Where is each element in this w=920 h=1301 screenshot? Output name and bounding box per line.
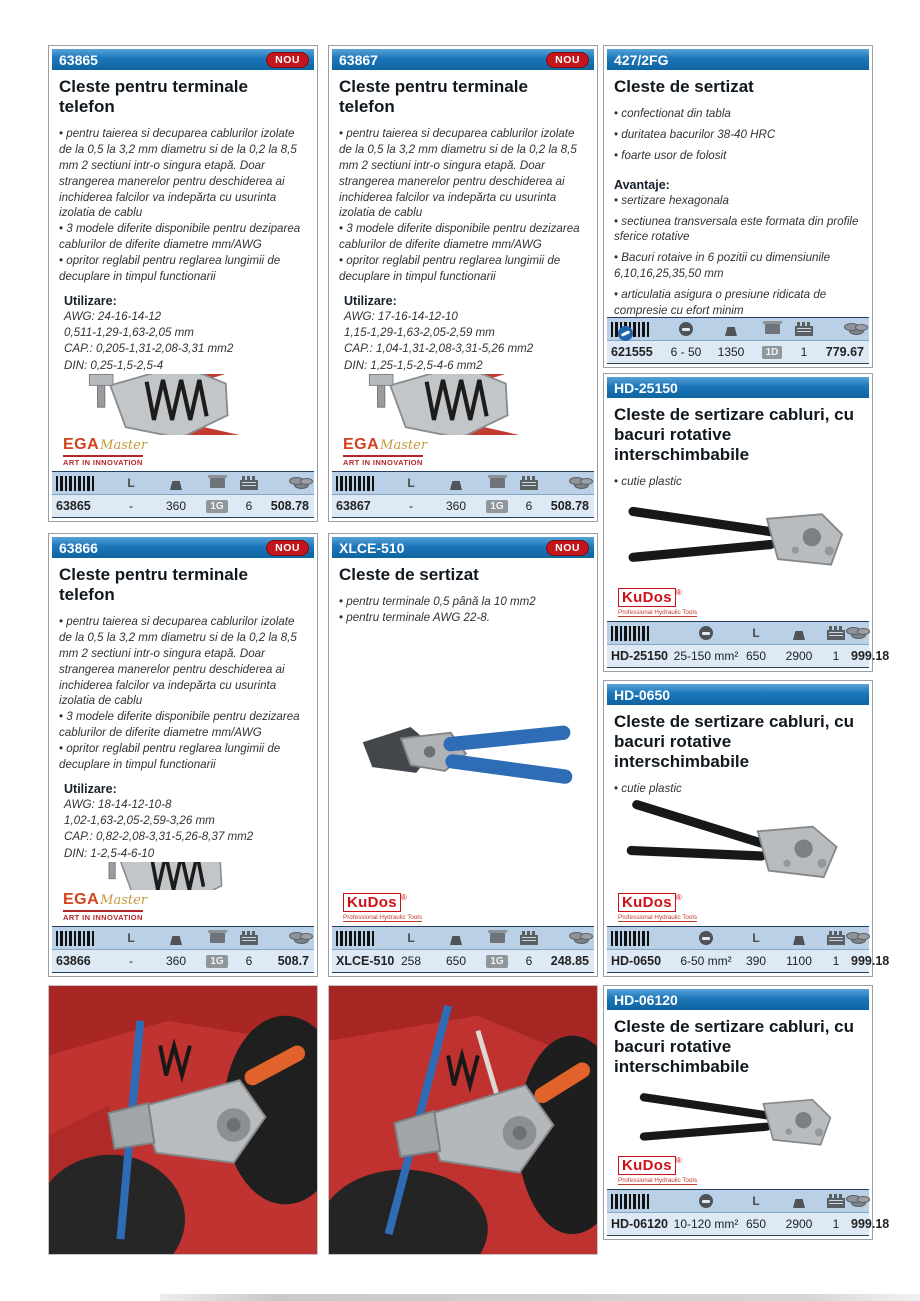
weight-icon	[170, 481, 182, 490]
spec-table-header	[52, 927, 314, 950]
nou-badge: NOU	[266, 540, 309, 556]
product-title: Cleste de sertizat	[339, 565, 479, 584]
feature-item: • confectionat din tabla	[614, 106, 862, 122]
kudos-tagline: Professional Hydraulic Tools	[618, 609, 697, 616]
card-body	[607, 70, 869, 317]
brand-logo-ega	[59, 435, 307, 471]
value-price: 248.85	[550, 954, 589, 968]
spec-line: CAP.: 1,04-1,31-2,08-3,31-5,26 mm2	[344, 342, 534, 356]
value-factory: 1	[832, 954, 840, 968]
card-body	[607, 1010, 869, 1189]
product-code: HD-25150	[614, 379, 678, 396]
spec-table-header	[607, 927, 869, 950]
utilizare-label: Utilizare:	[64, 293, 117, 308]
product-card-427-2fg	[603, 45, 873, 368]
spec-table-header	[332, 927, 594, 950]
nou-badge: NOU	[546, 52, 589, 68]
product-image	[614, 797, 862, 892]
utilizare-label: Utilizare:	[344, 293, 397, 308]
product-title: Cleste de sertizare cabluri, cu bacuri rotative interschimbabile	[614, 1017, 854, 1077]
card-body	[607, 398, 869, 621]
value-length: 650	[745, 649, 767, 663]
feature-item: • opritor reglabil pentru reglarea lungimii de decuplare in timpul functionarii	[59, 253, 307, 285]
value-length: -	[129, 954, 133, 968]
value-code: HD-25150	[611, 649, 668, 663]
price-icon	[574, 936, 589, 944]
weight-icon	[170, 936, 182, 945]
value-packaging: 1D	[762, 346, 783, 359]
value-weight: 360	[445, 499, 467, 513]
barcode-icon	[611, 1194, 651, 1209]
value-weight: 2900	[785, 1217, 813, 1231]
value-price: 999.18	[851, 1217, 890, 1231]
card-body	[607, 705, 869, 926]
product-photo-2	[328, 985, 598, 1255]
card-header	[607, 49, 869, 70]
feature-list	[614, 474, 862, 490]
value-factory: 6	[525, 499, 533, 513]
price-icon	[851, 936, 866, 944]
brand-logo-kudos	[339, 892, 587, 926]
crimping-tool-image	[343, 706, 583, 811]
feature-list	[59, 614, 307, 773]
feature-item: • pentru taierea si decuparea cablurilor izolate de la 0,5 la 3,2 mm diametru si de la 0,2 la 8,5 mm 2 sectiuni intr-o singura etapă. Doar strangerea manerelor pentru deschiderea ai inchiderea falcilor va indepărta cu usurinta izolatia de cablu	[339, 126, 587, 221]
advantage-item: • sectiunea transversala este formata din profile sferice rotative	[614, 214, 862, 246]
value-capacity: 10-120 mm²	[673, 1217, 739, 1231]
length-column-icon: L	[127, 476, 135, 490]
registered-mark: ®	[400, 893, 407, 902]
cable-crimper-image	[616, 490, 861, 587]
spec-table-header	[52, 472, 314, 495]
factory-icon	[240, 935, 258, 945]
card-header	[607, 377, 869, 398]
weight-icon	[793, 936, 805, 945]
wire-stripper-image	[59, 374, 307, 435]
capacity-icon	[699, 931, 713, 945]
spec-table	[52, 926, 314, 973]
value-packaging: 1G	[206, 955, 227, 968]
product-image	[339, 374, 587, 435]
ega-logo-script: Master	[100, 893, 148, 908]
card-body	[332, 558, 594, 926]
weight-icon	[793, 1199, 805, 1208]
product-code: 63866	[59, 539, 98, 556]
cable-crimper-image	[618, 1086, 858, 1155]
feature-item: • opritor reglabil pentru reglarea lungimii de decuplare in timpul functionarii	[339, 253, 587, 285]
product-code: 427/2FG	[614, 51, 669, 68]
spec-line: DIN: 1,25-1,5-2,5-4-6 mm2	[344, 358, 483, 372]
product-title: Cleste de sertizare cabluri, cu bacuri rotative interschimbabile	[614, 712, 854, 772]
card-header	[332, 537, 594, 558]
product-code: HD-0650	[614, 686, 671, 703]
value-weight: 1350	[717, 345, 745, 359]
spec-line: DIN: 1-2,5-4-6-10	[64, 846, 155, 860]
spec-line: CAP.: 0,205-1,31-2,08-3,31 mm2	[64, 342, 234, 356]
ega-tagline: ART IN INNOVATION	[63, 910, 143, 922]
length-column-icon: L	[407, 476, 415, 490]
capacity-icon	[699, 626, 713, 640]
card-header	[607, 684, 869, 705]
usage-photo-wire-stripping	[329, 986, 597, 1254]
product-title: Cleste pentru terminale telefon	[59, 565, 248, 605]
product-code: XLCE-510	[339, 539, 405, 556]
spec-line: 1,15-1,29-1,63-2,05-2,59 mm	[344, 326, 495, 340]
spec-line: 1,02-1,63-2,05-2,59-3,26 mm	[64, 814, 215, 828]
factory-icon	[795, 326, 813, 336]
ega-tagline: ART IN INNOVATION	[63, 455, 143, 467]
weight-icon	[793, 631, 805, 640]
length-column-icon: L	[127, 931, 135, 945]
card-body	[332, 70, 594, 471]
usage-photo-wire-stripping	[49, 986, 317, 1254]
spec-table-header	[332, 472, 594, 495]
value-length: -	[129, 499, 133, 513]
weight-icon	[450, 481, 462, 490]
spec-line: 0,511-1,29-1,63-2,05 mm	[64, 326, 194, 340]
value-factory: 1	[800, 345, 808, 359]
feature-item: • 3 modele diferite disponibile pentru deziparea cablurilor de diferite diametre mm/AWG	[59, 221, 307, 253]
value-factory: 6	[525, 954, 533, 968]
feature-item: • pentru terminale 0,5 până la 10 mm2	[339, 594, 587, 610]
product-code: 63865	[59, 51, 98, 68]
barcode-icon	[611, 931, 651, 946]
factory-icon	[827, 935, 845, 945]
spec-table-values	[332, 495, 594, 517]
feature-item: • cutie plastic	[614, 474, 862, 490]
feature-list	[339, 594, 587, 626]
brand-logo-kudos	[614, 892, 862, 926]
product-image	[59, 374, 307, 435]
barcode-icon	[611, 626, 651, 641]
spec-table-header	[607, 622, 869, 645]
feature-list	[614, 106, 862, 169]
feature-item: • opritor reglabil pentru reglarea lungimii de decuplare in timpul functionarii	[59, 741, 307, 773]
value-factory: 1	[832, 1217, 840, 1231]
value-price: 999.18	[851, 649, 890, 663]
registered-mark: ®	[675, 893, 682, 902]
feature-list	[59, 126, 307, 285]
spec-table-values	[607, 645, 890, 667]
value-length: 650	[745, 1217, 767, 1231]
spec-table	[607, 926, 890, 973]
factory-icon	[520, 480, 538, 490]
brand-logo-ega	[59, 890, 307, 926]
card-header	[607, 989, 869, 1010]
brand-logo-kudos	[614, 587, 862, 621]
value-weight: 360	[165, 499, 187, 513]
nou-badge: NOU	[546, 540, 589, 556]
barcode-icon	[336, 931, 376, 946]
value-code: 63866	[56, 954, 91, 968]
product-title: Cleste de sertizat	[614, 77, 754, 96]
price-icon	[294, 936, 309, 944]
spec-table-header	[607, 1190, 869, 1213]
spec-table-values	[52, 950, 314, 972]
spec-table	[607, 1189, 890, 1236]
value-packaging: 1G	[206, 500, 227, 513]
value-price: 999.18	[851, 954, 890, 968]
value-weight: 2900	[785, 649, 813, 663]
ega-logo-script: Master	[100, 438, 148, 453]
capacity-icon	[679, 322, 693, 336]
kudos-logo-text: KuDos	[618, 588, 676, 607]
feature-item: • duritatea bacurilor 38-40 HRC	[614, 127, 862, 143]
price-icon	[294, 481, 309, 489]
length-column-icon: L	[752, 931, 760, 945]
spec-table	[52, 471, 314, 518]
value-code: 621555	[611, 345, 653, 359]
product-image	[614, 490, 862, 587]
card-body	[52, 70, 314, 471]
spec-table-values	[607, 1213, 890, 1235]
value-factory: 1	[832, 649, 840, 663]
value-capacity: 6-50 mm²	[680, 954, 732, 968]
value-code: XLCE-510	[336, 954, 395, 968]
product-image	[339, 626, 587, 892]
value-factory: 6	[245, 499, 253, 513]
weight-icon	[725, 327, 737, 336]
feature-item: • pentru taierea si decuparea cablurilor izolate de la 0,5 la 3,2 mm diametru si de la 0,2 la 8,5 mm 2 sectiuni intr-o singura etapă. Doar strangerea manerelor pentru deschiderea ai inchiderea falcilor va indepărta cu usurinta izolatia de cablu	[59, 126, 307, 221]
price-icon	[851, 631, 866, 639]
value-price: 508.78	[270, 499, 309, 513]
ega-tagline: ART IN INNOVATION	[343, 455, 423, 467]
card-header	[332, 49, 594, 70]
spec-line: AWG: 18-14-12-10-8	[64, 797, 172, 811]
advantage-item: • sertizare hexagonala	[614, 193, 862, 209]
spec-line: AWG: 17-16-14-12-10	[344, 309, 458, 323]
nou-badge: NOU	[266, 52, 309, 68]
ega-logo-text: EGA	[63, 891, 100, 908]
value-packaging: 1G	[486, 955, 507, 968]
spec-table	[332, 471, 594, 518]
product-card-63867	[328, 45, 598, 522]
value-code: 63867	[336, 499, 371, 513]
ega-logo-text: EGA	[343, 436, 380, 453]
spec-line: CAP.: 0,82-2,08-3,31-5,26-8,37 mm2	[64, 830, 254, 844]
card-header	[52, 49, 314, 70]
value-packaging: 1G	[486, 500, 507, 513]
product-card-hd-25150	[603, 373, 890, 672]
kudos-logo-text: KuDos	[618, 893, 676, 912]
product-image	[614, 1086, 862, 1155]
spec-table-values	[607, 341, 869, 363]
weight-icon	[450, 936, 462, 945]
wire-stripper-image	[68, 862, 298, 890]
advantage-item: • articulatia asigura o presiune ridicata de compresie cu efort minim	[614, 287, 862, 319]
feature-item: • cutie plastic	[614, 781, 862, 797]
advantage-list	[614, 193, 862, 324]
price-icon	[849, 327, 864, 335]
kudos-tagline: Professional Hydraulic Tools	[618, 1177, 697, 1184]
value-length: 390	[745, 954, 767, 968]
spec-table	[607, 621, 890, 668]
brand-logo-ega	[339, 435, 587, 471]
packaging-icon	[210, 478, 225, 488]
registered-mark: ®	[675, 588, 682, 597]
barcode-icon	[56, 931, 96, 946]
card-header	[52, 537, 314, 558]
product-code: HD-06120	[614, 991, 678, 1008]
spec-line: AWG: 24-16-14-12	[64, 309, 162, 323]
product-photo-1	[48, 985, 318, 1255]
packaging-icon	[490, 478, 505, 488]
spec-table-header	[607, 318, 869, 341]
card-body	[52, 558, 314, 926]
spec-table	[332, 926, 594, 973]
page-edge-shadow	[160, 1294, 920, 1301]
utilizare-label: Utilizare:	[64, 781, 117, 796]
product-card-63866	[48, 533, 318, 977]
feature-item: • pentru terminale AWG 22-8.	[339, 610, 587, 626]
barcode-icon	[336, 476, 376, 491]
value-capacity: 6 - 50	[670, 345, 702, 359]
product-card-hd-06120	[603, 985, 890, 1240]
product-title: Cleste de sertizare cabluri, cu bacuri rotative interschimbabile	[614, 405, 854, 465]
value-code: HD-06120	[611, 1217, 668, 1231]
value-code: 63865	[56, 499, 91, 513]
feature-item: • 3 modele diferite disponibile pentru dezizarea cablurilor de diferite diametre mm/AWG	[59, 709, 307, 741]
spec-line: DIN: 0,25-1,5-2,5-4	[64, 358, 164, 372]
factory-icon	[520, 935, 538, 945]
feature-item: • foarte usor de folosit	[614, 148, 862, 164]
price-icon	[851, 1199, 866, 1207]
packaging-icon	[210, 933, 225, 943]
feature-item: • 3 modele diferite disponibile pentru dezizarea cablurilor de diferite diametre mm/AWG	[339, 221, 587, 253]
factory-icon	[827, 630, 845, 640]
kudos-logo-text: KuDos	[618, 1156, 676, 1175]
value-weight: 360	[165, 954, 187, 968]
factory-icon	[827, 1198, 845, 1208]
product-title: Cleste pentru terminale telefon	[59, 77, 248, 117]
feature-item: • pentru taierea si decuparea cablurilor izolate de la 0,5 la 3,2 mm diametru si de la 0,2 la 8,5 mm 2 sectiuni intr-o singura etapă. Doar strangerea manerelor pentru deschiderea ai inchiderea falcilor va indepărta cu usurinta izolatia de cablu	[59, 614, 307, 709]
product-image	[59, 862, 307, 890]
value-capacity: 25-150 mm²	[673, 649, 739, 663]
spec-table-values	[332, 950, 594, 972]
kudos-tagline: Professional Hydraulic Tools	[618, 914, 697, 921]
brand-logo-kudos	[614, 1155, 862, 1189]
kudos-tagline: Professional Hydraulic Tools	[343, 914, 422, 921]
packaging-icon	[490, 933, 505, 943]
product-title: Cleste pentru terminale telefon	[339, 77, 528, 117]
registered-mark: ®	[675, 1156, 682, 1165]
value-code: HD-0650	[611, 954, 662, 968]
value-price: 508.7	[277, 954, 309, 968]
avantaje-label: Avantaje:	[614, 177, 670, 192]
feature-list	[339, 126, 587, 285]
barcode-icon	[56, 476, 96, 491]
length-column-icon: L	[752, 1194, 760, 1208]
packaging-icon	[765, 324, 780, 334]
length-column-icon: L	[407, 931, 415, 945]
ega-logo-text: EGA	[63, 436, 100, 453]
product-code: 63867	[339, 51, 378, 68]
length-column-icon: L	[752, 626, 760, 640]
value-weight: 650	[445, 954, 467, 968]
factory-icon	[240, 480, 258, 490]
product-card-hd-0650	[603, 680, 890, 977]
cable-crimper-image	[616, 797, 861, 892]
ega-logo-script: Master	[380, 438, 428, 453]
value-price: 779.67	[825, 345, 864, 359]
product-card-xlce-510	[328, 533, 598, 977]
value-price: 508.78	[550, 499, 589, 513]
value-weight: 1100	[786, 954, 812, 968]
product-card-63865	[48, 45, 318, 522]
value-length: 258	[400, 954, 422, 968]
price-icon	[574, 481, 589, 489]
advantage-item: • Bacuri rotaive in 6 pozitii cu dimensiunile 6,10,16,25,35,50 mm	[614, 250, 862, 282]
spec-table-values	[607, 950, 890, 972]
value-factory: 6	[245, 954, 253, 968]
spec-table	[607, 317, 869, 364]
value-length: -	[409, 499, 413, 513]
capacity-icon	[699, 1194, 713, 1208]
wire-stripper-image	[339, 374, 587, 435]
kudos-logo-text: KuDos	[343, 893, 401, 912]
feature-list	[614, 781, 862, 797]
spec-table-values	[52, 495, 314, 517]
